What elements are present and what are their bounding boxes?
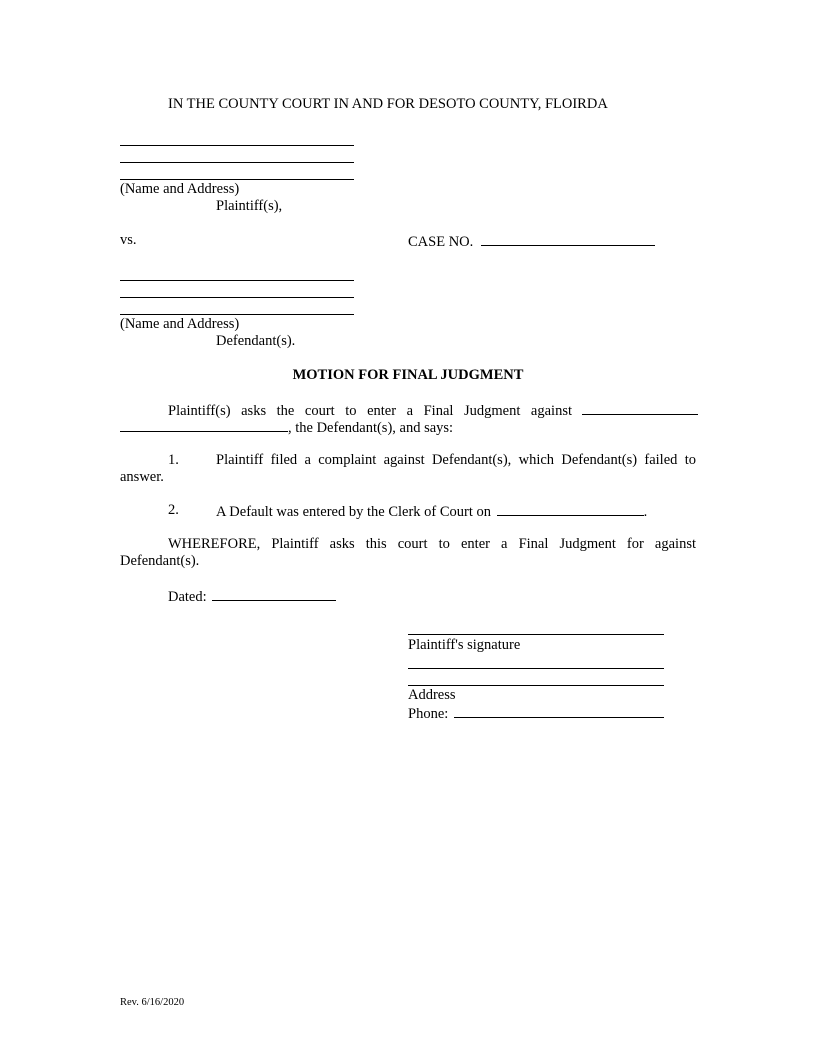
phone-field bbox=[408, 704, 664, 723]
case-number-field bbox=[408, 232, 655, 251]
item-continuation: answer. bbox=[120, 469, 164, 485]
wherefore-line-1: WHEREFORE, Plaintiff asks this court to enter a Final Judgment for against bbox=[168, 536, 696, 552]
plaintiff-role-label: Plaintiff(s), bbox=[216, 198, 283, 214]
address-label: Address bbox=[408, 687, 456, 703]
motion-title: MOTION FOR FINAL JUDGMENT bbox=[292, 367, 524, 383]
address-line-2[interactable] bbox=[408, 685, 664, 686]
item-number: 1. bbox=[168, 452, 179, 468]
intro-line-2 bbox=[120, 418, 453, 437]
case-number-line[interactable] bbox=[481, 232, 655, 246]
intro-tail: , the Defendant(s), and says: bbox=[288, 420, 454, 436]
defendant-role-label: Defendant(s). bbox=[216, 333, 296, 349]
item-text-line bbox=[216, 502, 647, 521]
default-date-blank[interactable] bbox=[497, 502, 644, 516]
court-title: IN THE COUNTY COURT IN AND FOR DESOTO COUNTY, FLOIRDA bbox=[168, 96, 608, 112]
dated-field bbox=[168, 587, 336, 606]
plaintiff-name-line-2[interactable] bbox=[120, 162, 354, 163]
phone-label: Phone: bbox=[408, 706, 449, 722]
vs-label: vs. bbox=[120, 232, 137, 248]
revision-date: Rev. 6/16/2020 bbox=[120, 997, 185, 1008]
plaintiff-name-line-3[interactable] bbox=[120, 179, 354, 180]
dated-label: Dated: bbox=[168, 589, 207, 605]
wherefore-line-2: Defendant(s). bbox=[120, 553, 200, 569]
item-number: 2. bbox=[168, 502, 179, 518]
signature-line[interactable] bbox=[408, 634, 664, 635]
signature-label: Plaintiff's signature bbox=[408, 637, 521, 653]
intro-text: Plaintiff(s) asks the court to enter a Final Judgment against bbox=[168, 403, 572, 419]
dated-blank[interactable] bbox=[212, 587, 336, 601]
defendant-name-blank-1[interactable] bbox=[582, 401, 698, 415]
phone-blank[interactable] bbox=[454, 704, 664, 718]
defendant-name-line-3[interactable] bbox=[120, 314, 354, 315]
defendant-name-line-1[interactable] bbox=[120, 280, 354, 281]
defendant-name-blank-2[interactable] bbox=[120, 418, 288, 432]
plaintiff-name-address-label: (Name and Address) bbox=[120, 181, 240, 197]
address-line-1[interactable] bbox=[408, 668, 664, 669]
defendant-name-line-2[interactable] bbox=[120, 297, 354, 298]
item-tail: . bbox=[643, 504, 648, 520]
plaintiff-name-line-1[interactable] bbox=[120, 145, 354, 146]
item-text: A Default was entered by the Clerk of Court on bbox=[216, 504, 492, 520]
item-text: Plaintiff filed a complaint against Defendant(s), which Defendant(s) failed to bbox=[216, 452, 696, 468]
case-number-label: CASE NO. bbox=[408, 234, 474, 250]
defendant-name-address-label: (Name and Address) bbox=[120, 316, 240, 332]
